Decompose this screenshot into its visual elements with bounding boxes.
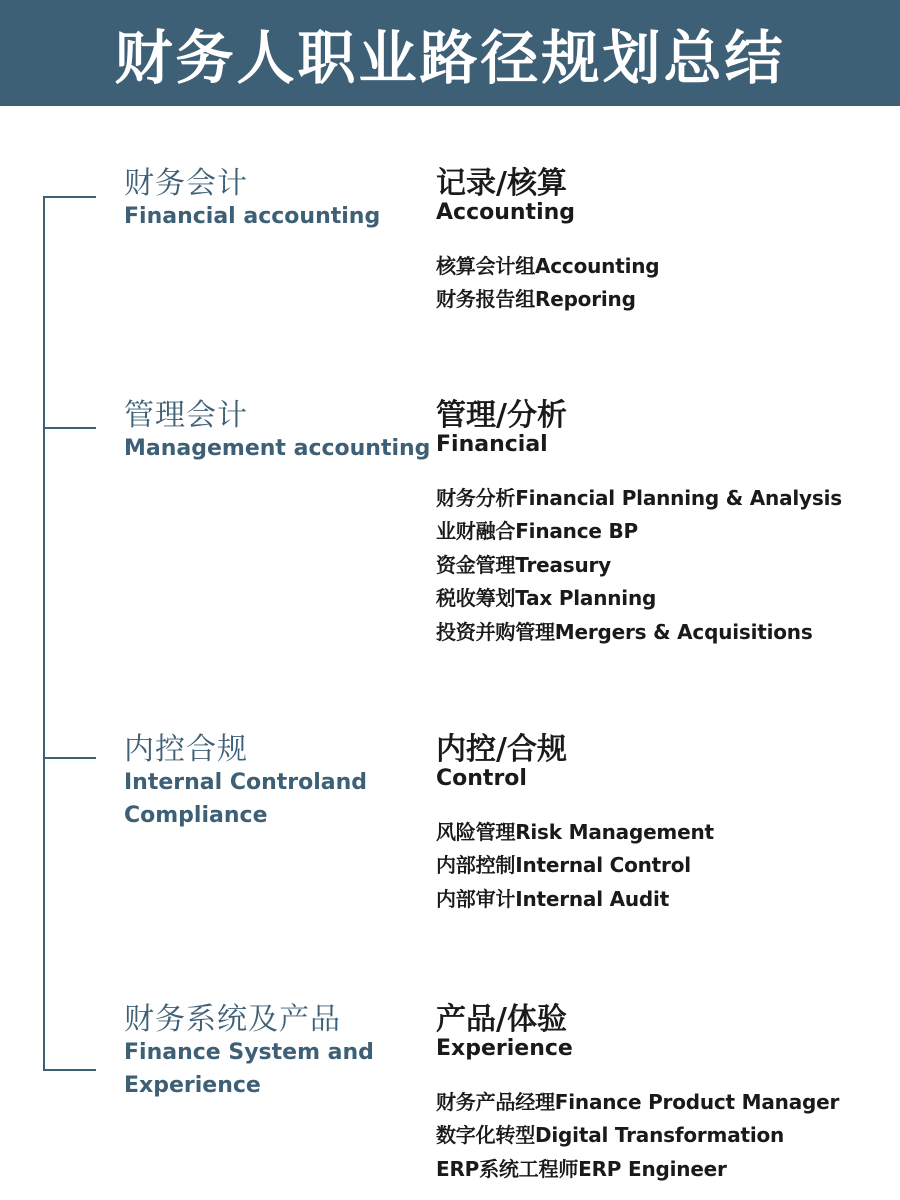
position-item: 资金管理Treasury — [436, 552, 612, 577]
role-title-cn: 管理/分析 — [436, 398, 567, 433]
page-title: 财务人职业路径规划总结 — [114, 24, 786, 92]
role-title-en: Accounting — [436, 200, 576, 225]
bracket-tick-management-accounting — [43, 427, 96, 429]
bracket-tick-financial-accounting — [43, 196, 96, 198]
position-list — [436, 1086, 839, 1186]
position-item: 业财融合Finance BP — [436, 519, 638, 544]
header-banner — [0, 0, 900, 106]
bracket-tick-finance-system — [43, 1069, 96, 1071]
position-list — [436, 250, 659, 317]
category-title-cn: 内控合规 — [124, 732, 248, 767]
category-title-en — [124, 766, 367, 832]
category-title-en — [124, 200, 380, 233]
category-title-cn: 财务会计 — [124, 166, 248, 201]
category-title-en-line: Compliance — [124, 803, 268, 828]
category-title-en — [124, 432, 430, 465]
bracket-vertical-line — [43, 196, 45, 1071]
role-title-en: Control — [436, 766, 527, 791]
position-item: 投资并购管理Mergers & Acquisitions — [436, 619, 813, 644]
category-title-en-line: Internal Controland — [124, 770, 368, 795]
position-item: 数字化转型Digital Transformation — [436, 1123, 785, 1148]
position-item: 税收筹划Tax Planning — [436, 586, 657, 611]
role-title-en: Financial — [436, 432, 548, 457]
position-item: 财务报告组Reporing — [436, 287, 636, 312]
position-item: 风险管理Risk Management — [436, 820, 714, 844]
position-item: 财务分析Financial Planning & Analysis — [436, 486, 842, 510]
category-title-en-line: Finance System and — [124, 1040, 374, 1065]
category-title-cn: 财务系统及产品 — [124, 1002, 341, 1037]
position-item: 财务产品经理Finance Product Manager — [436, 1090, 840, 1114]
position-item: 内部审计Internal Audit — [436, 886, 670, 911]
bracket-tick-internal-control — [43, 757, 96, 759]
role-title-en: Experience — [436, 1036, 573, 1061]
category-title-en-line: Management accounting — [124, 436, 431, 461]
category-title-en-line: Financial accounting — [124, 204, 381, 229]
position-list — [436, 482, 842, 649]
position-item: ERP系统工程师ERP Engineer — [436, 1156, 727, 1181]
role-title-cn: 内控/合规 — [436, 732, 567, 767]
position-item: 核算会计组Accounting — [436, 254, 660, 278]
category-title-en-line: Experience — [124, 1073, 261, 1098]
category-title-en — [124, 1036, 374, 1102]
position-item: 内部控制Internal Control — [436, 853, 691, 878]
category-title-cn: 管理会计 — [124, 398, 248, 433]
role-title-cn: 产品/体验 — [436, 1002, 567, 1037]
position-list — [436, 816, 714, 916]
role-title-cn: 记录/核算 — [436, 166, 567, 201]
